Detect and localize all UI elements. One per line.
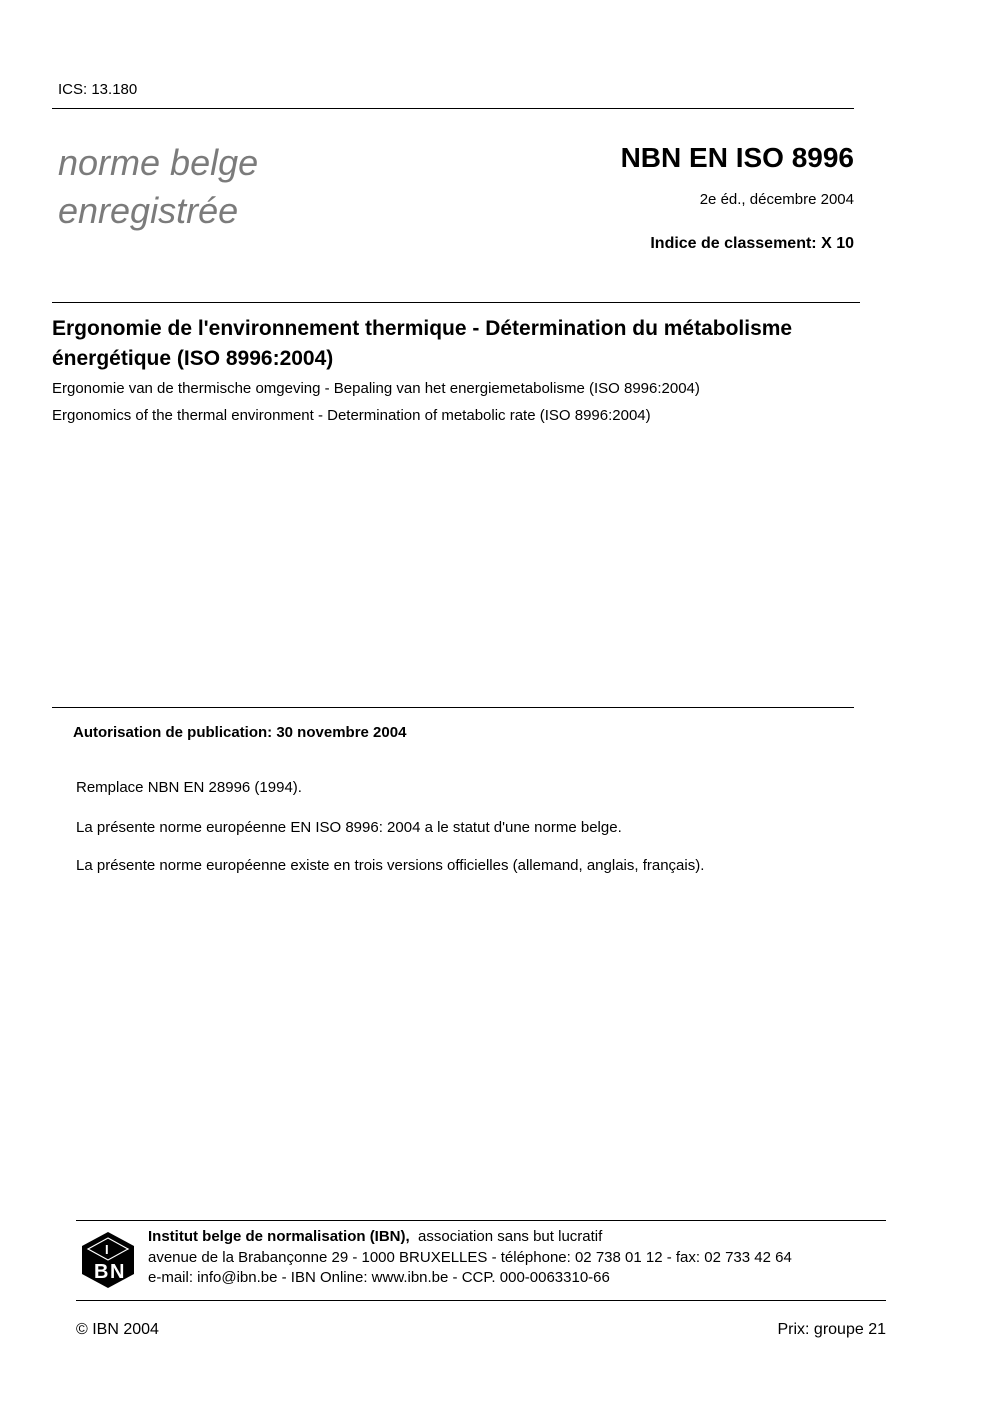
svg-text:I: I [105,1242,109,1257]
title-dutch: Ergonomie van de thermische omgeving - Bepaling van het energiemetabolisme (ISO 8996:2004) [52,380,700,397]
publication-authorization: Autorisation de publication: 30 novembre 2004 [73,724,407,741]
classification-index: Indice de classement: X 10 [650,235,854,252]
org-line [148,1228,602,1245]
price-group: Prix: groupe 21 [777,1321,886,1338]
title-french: Ergonomie de l'environnement thermique - Détermination du métabolisme énergétique (ISO 8996:2004) [52,317,793,370]
top-divider [52,108,854,109]
versions-note: La présente norme européenne existe en trois versions officielles (allemand, anglais, français). [76,857,705,874]
status-note: La présente norme européenne EN ISO 8996: 2004 a le statut d'une norme belge. [76,819,622,836]
title-divider [52,302,860,303]
org-address: avenue de la Brabançonne 29 - 1000 BRUXELLES - téléphone: 02 738 01 12 - fax: 02 733 42 64 [148,1249,792,1266]
org-contact: e-mail: info@ibn.be - IBN Online: www.ibn.be - CCP. 000-0063310-66 [148,1269,610,1286]
footer-top-divider [76,1220,886,1221]
publication-divider [52,707,854,708]
edition-date: 2e éd., décembre 2004 [699,191,854,208]
copyright: © IBN 2004 [76,1321,159,1338]
ibn-logo-icon [80,1230,136,1290]
title-english: Ergonomics of the thermal environment - Determination of metabolic rate (ISO 8996:2004) [52,407,651,424]
norm-type-line2: enregistrée [58,190,239,231]
ics-code: ICS: 13.180 [58,81,138,98]
replaces-note: Remplace NBN EN 28996 (1994). [76,779,302,796]
svg-text:N: N [110,1261,125,1283]
org-name: Institut belge de normalisation (IBN), [148,1228,410,1245]
svg-text:B: B [94,1261,109,1283]
norm-type-line1: norme belge [58,142,259,183]
org-description: association sans but lucratif [418,1228,603,1245]
footer-bottom-divider [76,1300,886,1301]
standard-number: NBN EN ISO 8996 [620,142,854,173]
